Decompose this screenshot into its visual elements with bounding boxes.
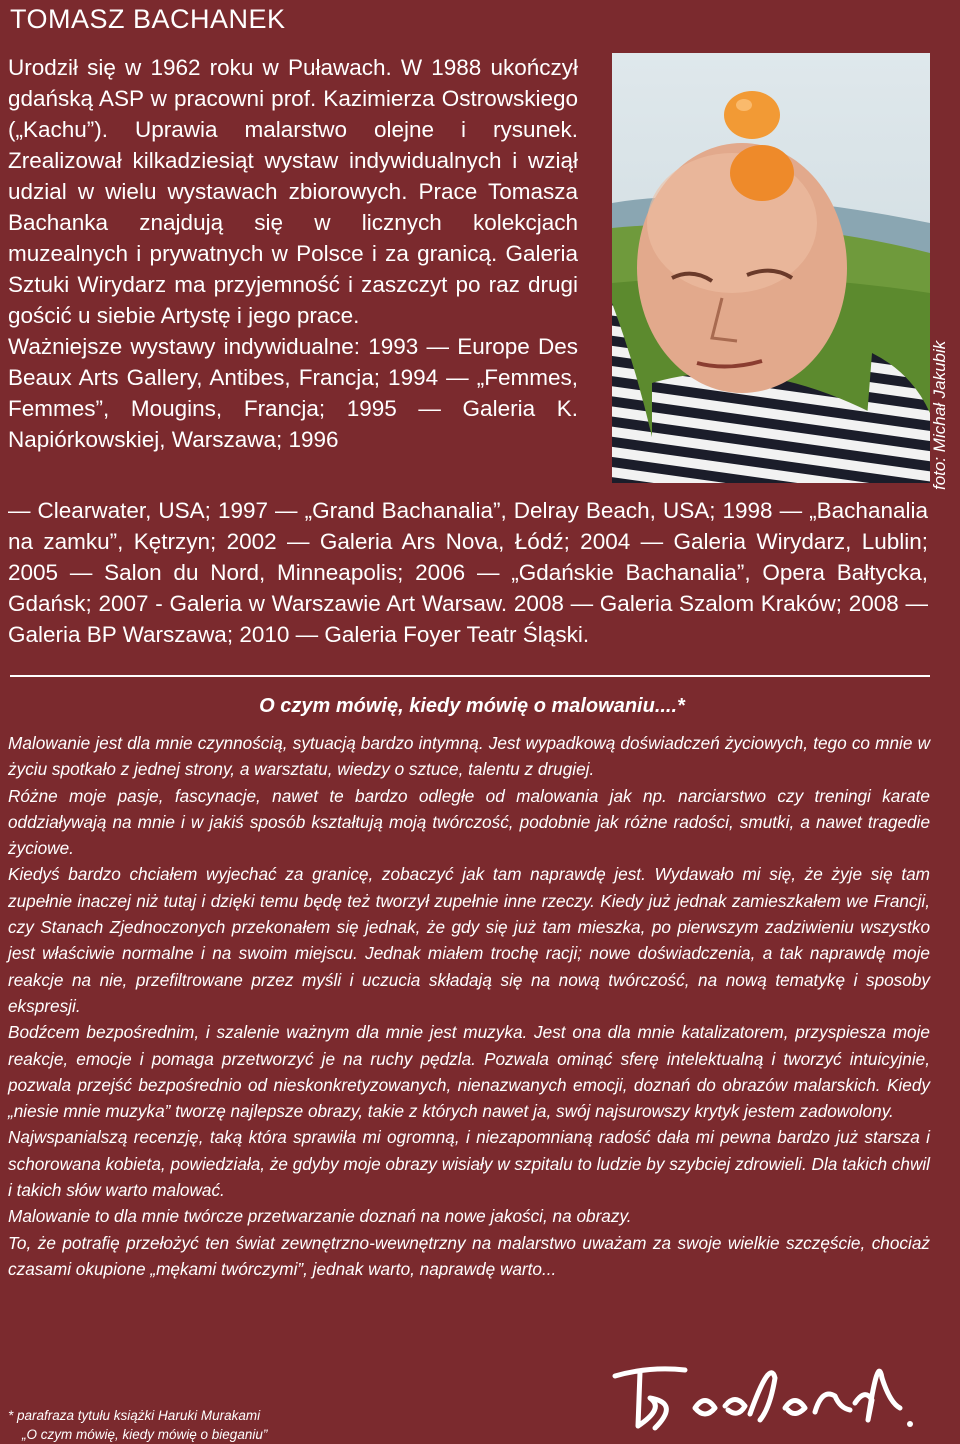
essay-paragraph: Malowanie jest dla mnie czynnością, sytuacją bardzo intymną. Jest wypadkową doświadczeń życiowych, tego co mnie w życiu spotkało z jednej strony, a warsztatu, wiedzy o sztuce, talentu z drugiej.: [8, 733, 930, 780]
footnote-line: „O czym mówię, kiedy mówię o bieganiu”: [22, 1427, 268, 1442]
essay-paragraph: To, że potrafię przełożyć ten świat zewnętrzno-wewnętrzny na malarstwo uważam za swoje wielkie szczęście, chociaż czasami okupione „mękami twórczymi”, jednak warto, naprawdę warto...: [8, 1232, 930, 1279]
essay-paragraph: Różne moje pasje, fascynacje, nawet te bardzo odległe od malowania jak np. narciarstwo czy treningi karate oddziaływają na mnie i w jakiś sposób kształtują moją twórczość, podobnie jak różne radości, smutki, a nawet tragedie życiowe.: [8, 785, 930, 859]
section-divider: [10, 675, 930, 677]
photo-credit: foto: Michał Jakubik: [930, 340, 949, 490]
bio-paragraph: Urodził się w 1962 roku w Puławach. W 1988 ukończył gdańską ASP w pracowni prof. Kazimierza Ostrowskiego („Kachu”). Uprawia malarstwo olejne i rysunek. Zrealizował kilkadziesiąt wystaw indywidualnych i wziął udzial w wielu wystawach zbiorowych. Prace Tomasza Bachanka znajdują się w licznych kolekcjach muzealnych i prywatnych w Polsce i za granicą. Galeria Sztuki Wirydarz ma przyjemność i zaszczyt po raz drugi gościć u siebie Artystę i jego prace.: [8, 55, 578, 328]
footnote-line: * parafraza tytułu książki Haruki Murakami: [8, 1408, 261, 1423]
signature-drawing: [610, 1348, 920, 1432]
essay-paragraph: Bodźcem bezpośrednim, i szalenie ważnym dla mnie jest muzyka. Jest ona dla mnie katalizatorem, przyspiesza moje reakcje, emocje i pomaga przetworzyć je na ruchy pędzla. Pozwala ominąć sferę intelektualną i tworzyć intuicyjnie, pozwala przejść bezpośrednio od nieskonkretyzowanych, nienazwanych emocji, doznań do obrazów malarskich. Kiedy „niesie mnie muzyka” tworzę najlepsze obrazy, takie z których nawet ja, swój najsurowszy krytyk jestem zadowolony.: [8, 1022, 930, 1122]
biography: [8, 52, 578, 455]
footnote: [8, 1406, 267, 1444]
exhibitions-list: — Clearwater, USA; 1997 — „Grand Bachanalia”, Delray Beach, USA; 1998 — „Bachanalia na zamku”, Kętrzyn; 2002 — Galeria Ars Nova, Łódź; 2004 — Galeria Wirydarz, Lublin; 2005 — Salon du Nord, Minneapolis; 2006 — „Gdańskie Bachanalia”, Opera Bałtycka, Gdańsk; 2007 - Galeria w Warszawie Art Warsaw. 2008 — Galeria Szalom Kraków; 2008 — Galeria BP Warszawa; 2010 — Galeria Foyer Teatr Śląski.: [8, 498, 928, 647]
essay-title: O czym mówię, kiedy mówię o malowaniu....*: [259, 695, 685, 717]
essay-paragraph: Kiedyś bardzo chciałem wyjechać za granicę, zobaczyć jak tam naprawdę jest. Wydawało mi się, że żyje się tam zupełnie inaczej niż tutaj i dzięki temu będę też tworzył zupełnie inne rzeczy. Kiedy już jednak zamieszkałem we Francji, czy Stanach Zjednoczonych przekonałem się jednak, że gdy się już tam mieszka, po pierwszym zadziwieniu wszystko jest właściwie normalne i na swoim miejscu. Jednak miałem trochę racji; nowe doświadczenia, a tak naprawdę moje reakcje na nie, przefiltrowane przez myśli i uczucia składają się na nową twórczość, na nową tematykę i sposoby ekspresji.: [8, 864, 930, 1016]
essay-body: [8, 730, 930, 1282]
essay-paragraph: Najwspanialszą recenzję, taką która sprawiła mi ogromną, i niezapomnianą radość dała mi pewna bardzo już starsza i schorowana kobieta, powiedziała, że gdyby moje obrazy wisiały w szpitalu to ludzie by szybciej zdrowieli. Dla takich chwil i takich słów warto malować.: [8, 1127, 930, 1201]
artist-photo: [612, 53, 930, 483]
portrait-illustration: [612, 53, 930, 483]
essay-paragraph: Malowanie to dla mnie twórcze przetwarzanie doznań na nowe jakości, na obrazy.: [8, 1206, 632, 1227]
artist-signature: [610, 1348, 920, 1432]
exhibitions-intro: Ważniejsze wystawy indywidualne: 1993 — Europe Des Beaux Arts Gallery, Antibes, Francja; 1994 — „Femmes, Femmes”, Mougins, Francja; 1995 — Galeria K. Napiórkowskiej, Warszawa; 1996: [8, 334, 578, 452]
artist-name: TOMASZ BACHANEK: [10, 4, 286, 34]
